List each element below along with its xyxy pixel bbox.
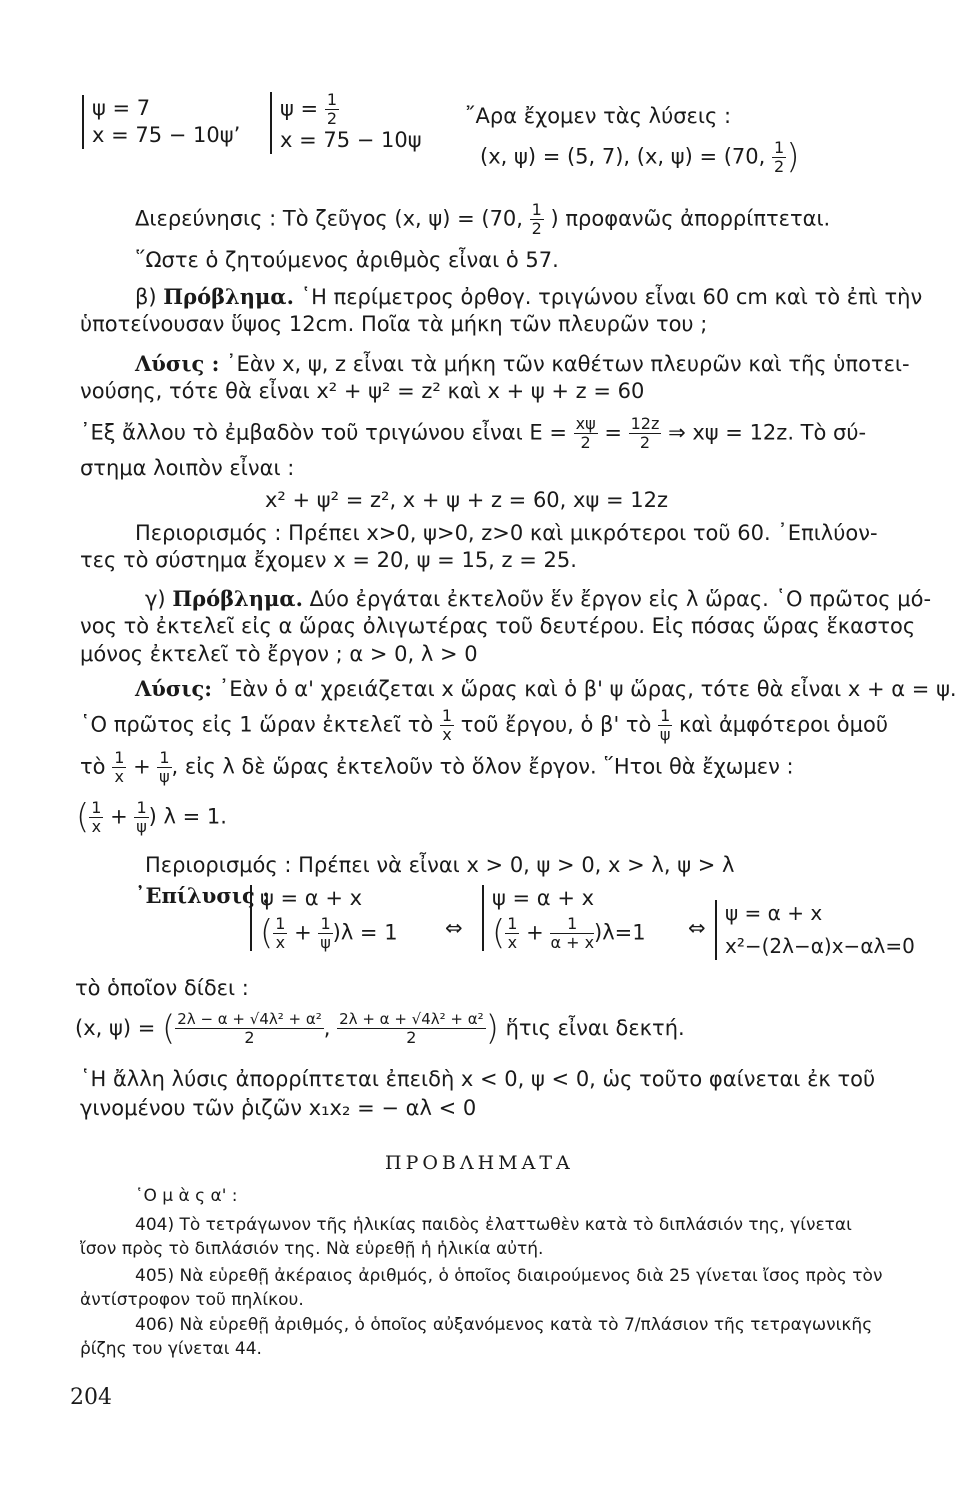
epilysis-s1-frac1-num: 1 — [275, 914, 286, 933]
result-frac1 — [175, 1012, 324, 1046]
epilysis-system2 — [482, 885, 646, 951]
epilysis-system1 — [250, 885, 398, 951]
line-57: ῞Ωστε ὁ ζητούμενος ἀριθμὸς εἶναι ὁ 57. — [135, 248, 559, 272]
lysis2-l4-open: ( — [76, 797, 90, 837]
lysis1-line1 — [135, 350, 910, 378]
result-other2: γινομένου τῶν ῥιζῶν x₁x₂ = − αλ < 0 — [80, 1096, 477, 1120]
epilysis-s2-frac2-num: 1 — [550, 916, 594, 934]
epilysis-s1-frac1-den: x — [275, 933, 286, 952]
sys1-line2-text: x = 75 − 10ψ — [92, 123, 234, 147]
result-close: ) — [485, 1008, 499, 1049]
epilysis-s2-plus: + — [526, 920, 544, 945]
problems-title: ΠΡΟΒΛΗΜΑΤΑ — [385, 1152, 574, 1174]
epilysis-s2-frac1-den: x — [507, 933, 518, 952]
epilysis-s2-frac1 — [505, 916, 519, 951]
epilysis-s1-frac2-num: 1 — [320, 914, 331, 933]
result-lhs: (x, ψ) = — [75, 1016, 156, 1040]
area-frac2-den: 2 — [639, 433, 651, 452]
problem-406-line1: 406) Νὰ εὑρεθῇ ἀριθμός, ὁ ὁποῖος αὐξανόμενος κατὰ τὸ 7/πλάσιον τῆς τετραγωνικῆς — [135, 1315, 873, 1335]
lysis1-line1-text: ᾿Εὰν x, ψ, z εἶναι τὰ μήκη τῶν καθέτων πλευρῶν καὶ τῆς ὑποτει- — [226, 352, 910, 376]
lysis2-line4 — [76, 797, 227, 837]
dier-start: Διερεύνησις : Τὸ ζεῦγος (x, ψ) = (70, — [135, 206, 523, 231]
sys1-line1: ψ = 7 — [92, 96, 151, 120]
gamma-line2: νος τὸ ἐκτελεῖ εἰς α ὥρας ὀλιγωτέρας τοῦ δευτέρου. Εἰς πόσας ὥρας ἕκαστος — [80, 614, 916, 638]
sys2-line1 — [280, 92, 422, 127]
lysis2-line3 — [80, 750, 794, 785]
lysis2-l4-frac1 — [89, 800, 103, 835]
lysis2-l2-b: τοῦ ἔργου, ὁ β' τὸ — [460, 712, 652, 737]
lysis2-l3-frac1 — [112, 750, 126, 785]
area-frac-den: 2 — [580, 433, 591, 452]
lysis1-bold: Λύσις : — [135, 351, 220, 376]
result-frac2 — [337, 1012, 486, 1046]
lysis2-line1 — [135, 675, 957, 703]
lysis2-l4-plus: + — [110, 804, 128, 829]
result-open: ( — [161, 1008, 176, 1049]
lysis2-l4-frac2-den: ψ — [136, 817, 147, 836]
epilysis-s3-l1: ψ = α + x — [725, 901, 823, 925]
sys1-comma: ’ — [233, 123, 241, 147]
lysis2-l3-frac2-den: ψ — [159, 767, 170, 786]
page-number: 204 — [70, 1385, 112, 1410]
epilysis-s2-frac1-num: 1 — [507, 914, 518, 933]
lysis1-line3-end: ⇒ xψ = 12z. Τὸ σύ- — [668, 420, 867, 445]
epilysis-system3 — [715, 900, 915, 960]
problem-404-line2: ἴσον πρὸς τὸ διπλάσιόν της. Νὰ εὑρεθῇ ἡ ἡλικία αὐτή. — [80, 1239, 544, 1259]
dierevnisis-line — [135, 202, 830, 237]
result-other1: ῾Η ἄλλη λύσις ἀπορρίπτεται ἐπειδὴ x < 0, ψ < 0, ὡς τοῦτο φαίνεται ἐκ τοῦ — [80, 1067, 876, 1091]
lysis1-line4: στημα λοιπὸν εἶναι : — [80, 456, 295, 480]
lysis2-l3-frac1-den: x — [114, 767, 125, 786]
lysis2-l3-frac2 — [157, 750, 171, 785]
equals-sign: = — [604, 420, 622, 445]
gamma-bold: Πρόβλημα. — [172, 586, 303, 611]
sys2-frac-num: 1 — [326, 90, 337, 109]
problem-405-line2: ἀντίστροφον τοῦ πηλίκου. — [80, 1290, 304, 1310]
epilysis-s2-end: )λ=1 — [594, 920, 646, 945]
gamma-label: γ) — [145, 587, 166, 611]
dier-frac-num: 1 — [531, 200, 542, 219]
sys2-frac-den: 2 — [326, 109, 337, 128]
epilysis-s1-end: )λ = 1 — [332, 920, 398, 945]
lysis2-perior: Περιορισμός : Πρέπει νὰ εἶναι x > 0, ψ > 0, x > λ, ψ > λ — [145, 853, 735, 877]
lysis1-system: x² + ψ² = z², x + ψ + z = 60, xψ = 12z — [265, 488, 668, 512]
result-frac2-num: 2λ + α + √4λ² + α² — [339, 1010, 484, 1028]
beta-line1 — [135, 283, 922, 311]
beta-line1-text: ῾Η περίμετρος ὀρθογ. τριγώνου εἶναι 60 cm καὶ τὸ ἐπὶ τὴν — [300, 285, 923, 309]
solutions-frac — [772, 140, 786, 175]
gamma-line3: μόνος ἐκτελεῖ τὸ ἔργον ; α > 0, λ > 0 — [80, 642, 478, 666]
area-frac — [574, 416, 598, 451]
result-frac2-den: 2 — [406, 1028, 417, 1047]
sys2-line1-text: ψ = — [280, 96, 319, 121]
lysis2-l2-frac1-den: x — [442, 725, 452, 744]
lysis2-l2-frac2 — [658, 708, 672, 743]
lysis2-l3-plus: + — [133, 754, 151, 779]
result-frac1-num: 2λ − α + √4λ² + α² — [177, 1010, 322, 1028]
lysis2-l2-frac2-num: 1 — [660, 706, 671, 725]
result-intro: τὸ ὁποῖον δίδει : — [75, 976, 249, 1000]
epilysis-s3-l2: x²−(2λ−α)x−αλ=0 — [725, 934, 915, 958]
lysis2-l3-frac1-num: 1 — [114, 748, 125, 767]
lysis2-l4-frac1-den: x — [91, 817, 102, 836]
lysis1-line2: νούσης, τότε θὰ εἶναι x² + ψ² = z² καὶ x + ψ + z = 60 — [80, 379, 645, 403]
system-1 — [82, 95, 240, 149]
epilysis-s2-l2 — [492, 913, 646, 953]
area-frac2 — [629, 416, 662, 451]
lysis1-perior1: Περιορισμός : Πρέπει x>0, ψ>0, z>0 καὶ μικρότεροι τοῦ 60. ᾿Επιλύον- — [135, 521, 878, 545]
system-2 — [270, 92, 422, 154]
dier-frac-den: 2 — [531, 219, 542, 238]
epilysis-s1-l2 — [260, 913, 398, 953]
area-frac2-num: 12z — [630, 414, 660, 433]
epilysis-s1-l1: ψ = α + x — [260, 886, 363, 910]
beta-bold: Πρόβλημα. — [163, 284, 294, 309]
area-frac-num: xψ — [575, 414, 596, 433]
gamma-line1-text: Δύο ἐργάται ἐκτελοῦν ἕν ἔργον εἰς λ ὥρας. ῾Ο πρῶτος μό- — [309, 587, 932, 611]
beta-line2: ὑποτείνουσαν ὕψος 12cm. Ποῖα τὰ μήκη τῶν πλευρῶν του ; — [80, 312, 708, 336]
epilysis-s1-plus: + — [294, 920, 312, 945]
epilysis-s2-open: ( — [492, 913, 506, 953]
result-frac1-den: 2 — [244, 1028, 255, 1047]
lysis2-l4-frac2-num: 1 — [136, 798, 147, 817]
lysis1-line3-start: ᾿Εξ ἄλλου τὸ ἐμβαδὸν τοῦ τριγώνου εἶναι E = — [80, 420, 567, 445]
solutions-close: ) — [786, 137, 800, 177]
epilysis-arrow2: ⇔ — [688, 916, 706, 940]
epilysis-s1-open: ( — [260, 913, 274, 953]
solutions-frac-num: 1 — [774, 138, 785, 157]
epilysis-s2-frac2-den: α + x — [550, 933, 595, 952]
lysis2-l4-frac2 — [134, 800, 148, 835]
dier-end: ) προφανῶς ἀπορρίπτεται. — [550, 206, 831, 231]
problem-406-line2: ῥίζης του γίνεται 44. — [80, 1339, 262, 1359]
lysis2-l3-b: , εἰς λ δὲ ὥρας ἐκτελοῦν τὸ ὅλον ἔργον. ῞Ητοι θὰ ἔχωμεν : — [171, 754, 794, 779]
solutions-text: (x, ψ) = (5, 7), (x, ψ) = (70, — [480, 144, 766, 169]
lysis2-line2 — [80, 708, 888, 743]
lysis2-l2-frac2-den: ψ — [659, 725, 671, 744]
ara-text: ῎Αρα ἔχομεν τὰς λύσεις : — [465, 104, 732, 128]
dier-frac — [530, 202, 544, 237]
epilysis-s1-frac1 — [273, 916, 287, 951]
sys2-line2: x = 75 − 10ψ — [280, 128, 422, 152]
problem-404-line1: 404) Τὸ τετράγωνον τῆς ἡλικίας παιδὸς ἐλαττωθὲν κατὰ τὸ διπλάσιόν της, γίνεται — [135, 1215, 852, 1235]
lysis2-line1-text: ᾿Εὰν ὁ α' χρειάζεται x ὥρας καὶ ὁ β' ψ ὥρας, τότε θὰ εἶναι x + α = ψ. — [218, 677, 957, 701]
epilysis-s1-frac2 — [318, 916, 332, 951]
epilysis-s1-frac2-den: ψ — [320, 933, 331, 952]
lysis2-l2-a: ῾Ο πρῶτος εἰς 1 ὥραν ἐκτελεῖ τὸ — [80, 712, 434, 737]
lysis1-line3 — [80, 416, 866, 451]
result-line — [75, 1008, 685, 1049]
lysis2-bold: Λύσις: — [135, 676, 213, 701]
gamma-line1 — [145, 585, 931, 613]
lysis2-l4-end: ) λ = 1. — [148, 804, 227, 829]
epilysis-s2-frac2 — [550, 916, 594, 951]
epilysis-arrow1: ⇔ — [445, 916, 463, 940]
sys2-frac — [325, 92, 339, 127]
lysis2-l2-frac1-num: 1 — [441, 706, 453, 725]
result-tail: ἥτις εἶναι δεκτή. — [505, 1016, 685, 1040]
result-comma: , — [323, 1016, 331, 1040]
lysis2-l2-frac1 — [440, 708, 454, 743]
sys1-line2 — [92, 122, 240, 149]
lysis2-l3-a: τὸ — [80, 754, 106, 779]
lysis1-perior2: τες τὸ σύστημα ἔχομεν x = 20, ψ = 15, z = 25. — [80, 548, 577, 572]
solutions-frac-den: 2 — [774, 157, 785, 176]
solutions-line — [480, 137, 800, 177]
problem-405-line1: 405) Νὰ εὑρεθῇ ἀκέραιος ἀριθμός, ὁ ὁποῖος διαιρούμενος διὰ 25 γίνεται ἴσος πρὸς τὸν — [135, 1266, 883, 1286]
lysis2-l2-c: καὶ ἀμφότεροι ὁμοῦ — [678, 712, 889, 737]
problems-group: ῾Ο μ ὰ ς α' : — [135, 1186, 238, 1206]
beta-label: β) — [135, 285, 157, 309]
lysis2-l3-frac2-num: 1 — [159, 748, 170, 767]
epilysis-label: ᾿Επίλυσις : — [135, 883, 270, 908]
lysis2-l4-frac1-num: 1 — [91, 798, 102, 817]
epilysis-s2-l1: ψ = α + x — [492, 886, 595, 910]
